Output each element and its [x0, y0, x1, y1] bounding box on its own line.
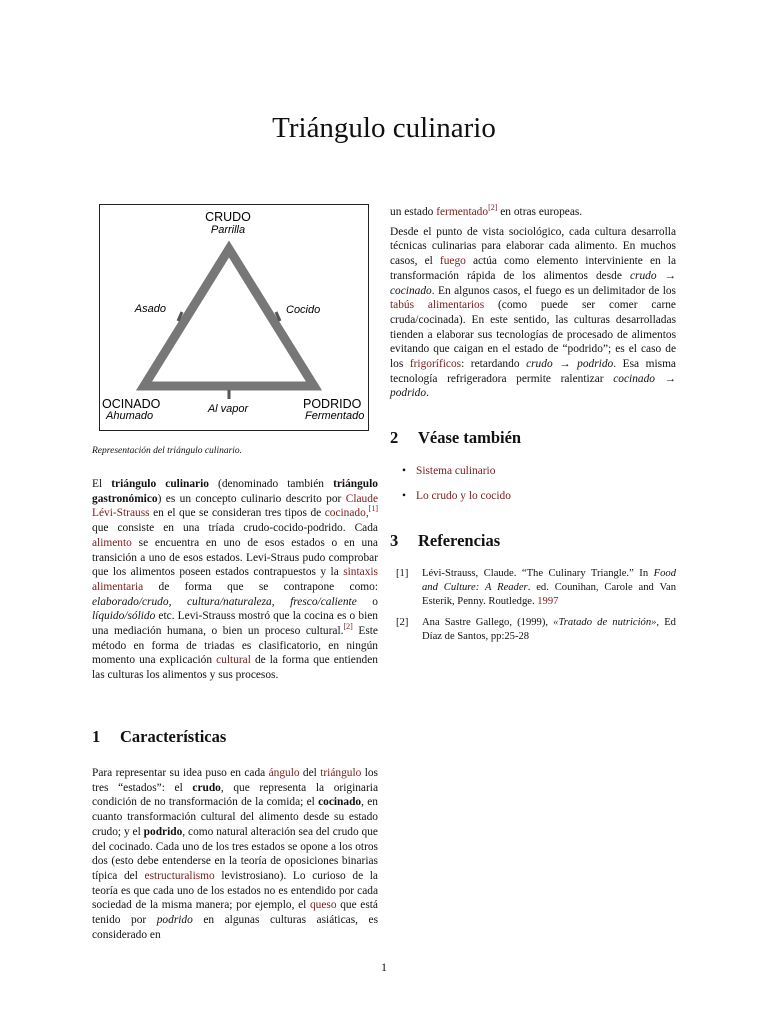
list-item [390, 489, 676, 504]
caracteristicas-paragraph: Para representar su idea puso en cada ángulo del triángulo los tres “estados”: el crudo, que representa la originaria condición de no transformación de la comida; el cocinado, en cuanto transformación cultural del alimento desde su estado crudo; y el podrido, como natural alteración sea del crudo que del cocinado. Cada uno de los tres estados se opone a los otros dos (esto debe entenderse en la teoría de oposiciones binarias típica del estructuralismo levistrosiano). Lo curioso de la teoría es que cada uno de los estados no es entendido por cada sociedad de la misma manera; por ejemplo, el queso que está tenido por podrido en algunas culturas asiáticas, es considerado en [92, 767, 378, 941]
reference-2: [2] Ana Sastre Gallego, (1999), «Tratado de nutrición», Ed Díaz de Santos, pp:25-28 [396, 617, 676, 643]
al-vapor-label: Al vapor [207, 403, 249, 415]
fermentado-paragraph: un estado fermentado[2] en otras europeas. [390, 203, 583, 218]
link-alimento[interactable]: alimento [92, 536, 132, 549]
triangle-diagram [100, 205, 370, 432]
link-1997[interactable]: 1997 [537, 595, 559, 607]
podrido-label: PODRIDO [303, 397, 362, 411]
link-lo-crudo-y-lo-cocido[interactable]: Lo crudo y lo cocido [416, 489, 511, 502]
parrilla-label: Parrilla [210, 224, 246, 236]
link-sistema-culinario[interactable]: Sistema culinario [416, 465, 496, 477]
link-frigorificos[interactable]: frigoríficos [409, 358, 462, 371]
section-heading-referencias: 3 Referencias [390, 531, 501, 550]
link-sintaxis-alimentaria[interactable]: sintaxis alimentaria [92, 566, 378, 593]
figure-caption: Representación del triángulo culinario. [92, 446, 243, 456]
right-column-text [390, 205, 676, 401]
cocinado-label: OCINADO [102, 397, 161, 411]
link-cocinado[interactable]: cocinado, [324, 507, 369, 520]
link-triangulo[interactable]: triángulo [320, 767, 362, 779]
citation-2[interactable]: [2] [343, 622, 353, 632]
reference-1: [1] Lévi-Strauss, Claude. “The Culinary Triangle.” In Food and Culture: A Reader. ed. Counihan, Carole and Van Esterik, Penny. Routledge. 1997 [396, 568, 676, 607]
crudo-label: CRUDO [205, 210, 251, 224]
reference-number: [2] [396, 617, 409, 629]
section-heading-vease-tambien: 2 Véase también [390, 428, 522, 447]
list-item [390, 464, 676, 479]
link-estructuralismo[interactable]: estructuralismo [144, 869, 215, 882]
link-claude-levi-strauss[interactable]: Claude Lévi-Strauss [92, 492, 378, 520]
fermentado-label: Fermentado [305, 410, 365, 422]
intro-paragraph: El triángulo culinario (denominado también triángulo gastronómico) es un concepto culinario descrito por Claude Lévi-Strauss en el que se consideran tres tipos de cocinado,[1] que consiste en una tríada crudo-cocido-podrido. Cada alimento se encuentra en uno de esos estados o en una transición a uno de esos estados. Levi-Straus pudo comprobar que los alimentos poseen estados contrapuestos y la sintaxis alimentaria de forma que se contrapone como: elaborado/crudo, cultura/naturaleza, fresco/caliente o líquido/sólido etc. Levi-Strauss mostró que la cocina es o bien una mediación humana, o bien un proceso cultural.[2] Este método en forma de triadas es clasificatorio, en ningún momento una explicación cultural de la forma que entienden las culturas los alimentos y sus procesos. [92, 478, 379, 682]
see-also-list [390, 464, 676, 503]
link-fermentado[interactable]: fermentado [436, 206, 489, 218]
culinary-triangle-figure [99, 204, 369, 431]
sociologico-paragraph: Desde el punto de vista sociológico, cada cultura desarrolla técnicas culinarias para elaborar cada alimento. En muchos casos, el fuego actúa como elemento interviniente en la transformación rápida de los alimentos desde crudo → cocinado. En algunos casos, el fuego es un delimitador de los tabús alimentarios (como puede ser comer carne cruda/cocinada). En este sentido, las culturas desarrolladas tienden a elaborar sus tecnologías de procesado de alimentos evitando que caigan en el estado de “podrido”; es el caso de los frigoríficos: retardando crudo → podrido. Esa misma tecnología refrigeradora permite ralentizar cocinado → podrido. [390, 225, 677, 400]
page-title: Triángulo culinario [272, 112, 496, 144]
citation-1[interactable]: [1] [368, 504, 378, 514]
references-list [396, 567, 676, 652]
link-cultural[interactable]: cultural [216, 654, 251, 667]
section-heading-caracteristicas: 1 Características [92, 727, 227, 746]
link-queso[interactable]: queso [309, 899, 337, 912]
asado-label: Asado [134, 303, 166, 315]
page-number: 1 [381, 960, 387, 974]
citation-2b[interactable]: [2] [488, 203, 498, 213]
link-fuego[interactable]: fuego [439, 255, 466, 268]
see-also-list-container [390, 464, 676, 513]
ahumado-label: Ahumado [106, 410, 154, 422]
bullet-icon: • [402, 489, 406, 502]
link-tabus-alimentarios[interactable]: tabús alimentarios [390, 299, 485, 312]
link-angulo[interactable]: ángulo [268, 767, 300, 779]
reference-number: [1] [396, 568, 409, 579]
bullet-icon: • [402, 465, 406, 477]
triangle-shape [144, 249, 314, 386]
cocido-label: Cocido [286, 304, 321, 316]
